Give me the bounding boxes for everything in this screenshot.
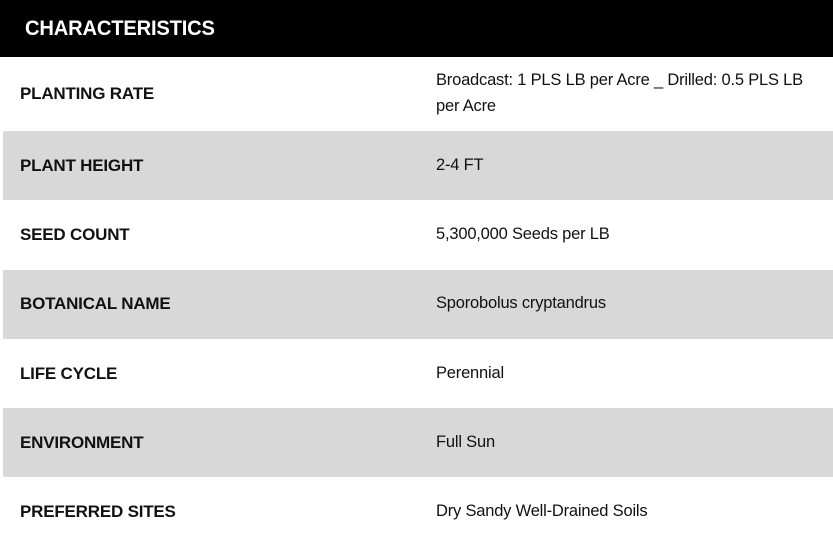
row-value: Full Sun — [436, 433, 495, 452]
table-row — [3, 339, 833, 408]
row-label: PREFERRED SITES — [20, 502, 176, 522]
table-title: CHARACTERISTICS — [25, 16, 215, 40]
table-row — [3, 131, 833, 200]
row-value: Broadcast: 1 PLS LB per Acre _ Drilled: 0.5 PLS LB per Acre — [436, 71, 803, 115]
characteristics-header — [0, 0, 833, 57]
table-row — [3, 270, 833, 339]
table-row — [3, 477, 833, 546]
row-label: SEED COUNT — [20, 224, 130, 244]
row-label: ENVIRONMENT — [20, 432, 144, 452]
table-row — [3, 57, 833, 131]
row-label: PLANTING RATE — [20, 84, 155, 103]
row-value: 2-4 FT — [436, 155, 484, 174]
characteristics-table — [3, 57, 833, 547]
row-value: 5,300,000 Seeds per LB — [436, 225, 610, 244]
row-label: BOTANICAL NAME — [20, 294, 171, 314]
row-label: LIFE CYCLE — [20, 363, 118, 383]
row-label: PLANT HEIGHT — [20, 155, 144, 175]
row-value: Perennial — [436, 363, 504, 382]
row-value: Sporobolus cryptandrus — [436, 294, 606, 313]
table-row — [3, 200, 833, 269]
row-value: Dry Sandy Well-Drained Soils — [436, 502, 648, 521]
table-row — [3, 408, 833, 477]
